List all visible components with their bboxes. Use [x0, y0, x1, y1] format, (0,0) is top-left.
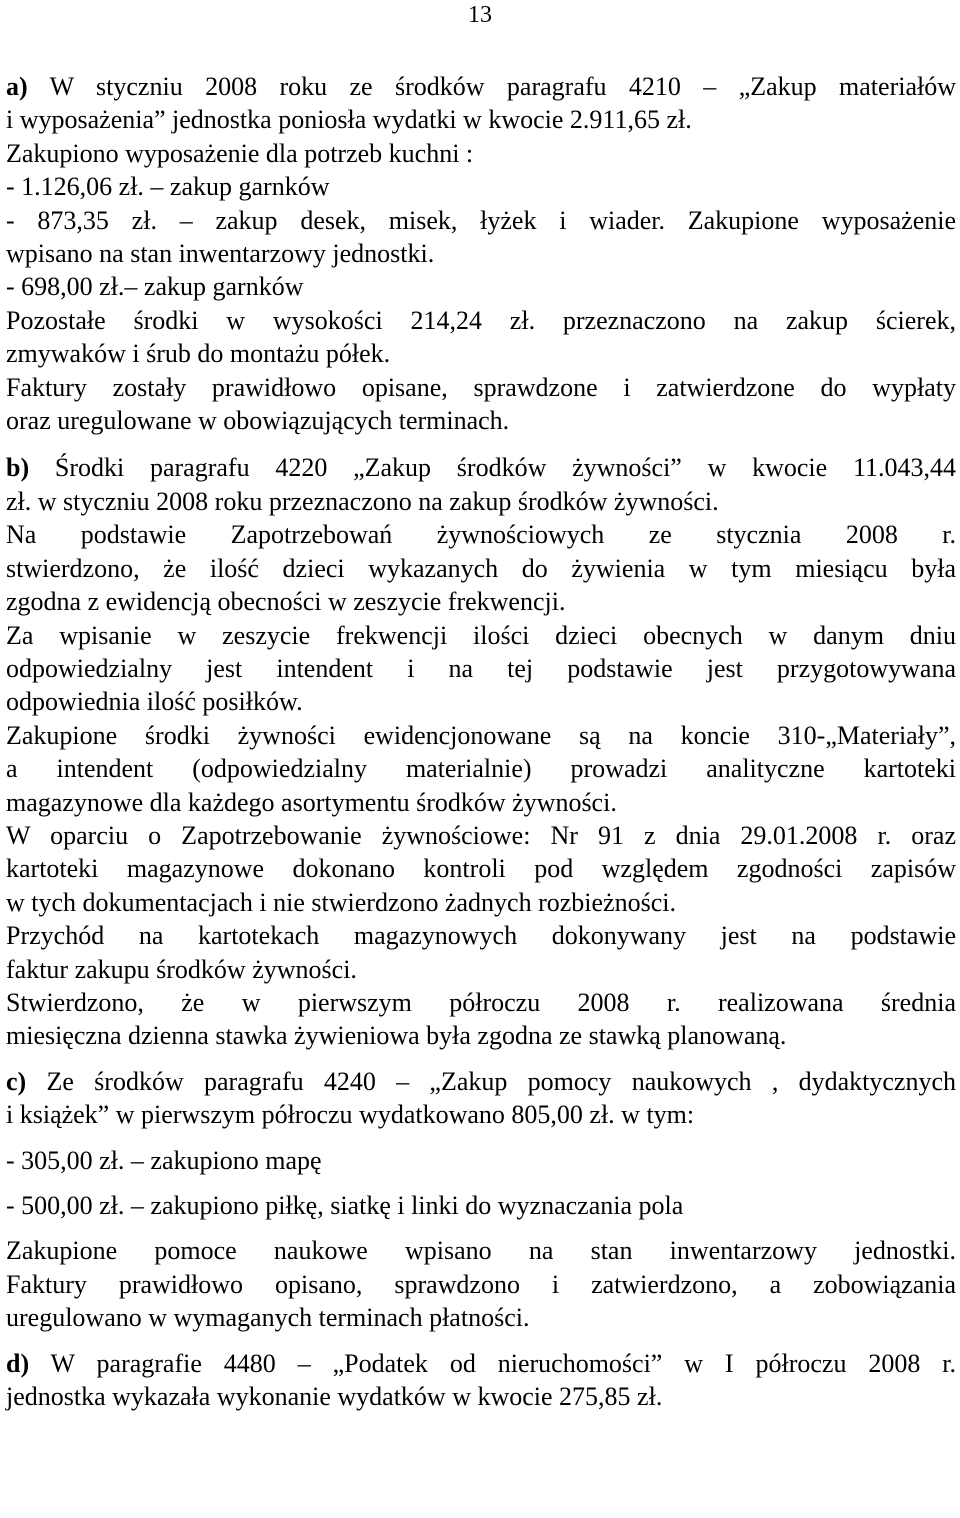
section-a-line: - 698,00 zł.– zakup garnków [6, 272, 304, 302]
section-c-line: c) Ze środków paragrafu 4240 – „Zakup pomocy naukowych , dydaktycznych [6, 1066, 956, 1096]
section-d-marker: d) [6, 1348, 30, 1378]
section-c [6, 1065, 956, 1132]
section-c-summary-line: uregulowano w wymaganych terminach płatności. [6, 1303, 530, 1333]
section-a-line: i wyposażenia” jednostka poniosła wydatki w kwocie 2.911,65 zł. [6, 105, 692, 135]
section-a-line: oraz uregulowane w obowiązujących terminach. [6, 406, 510, 436]
section-a-marker: a) [6, 72, 28, 101]
section-d-line: jednostka wykazała wykonanie wydatków w kwocie 275,85 zł. [6, 1382, 663, 1412]
section-b-line: Zakupione środki żywności ewidencjonowane są na koncie 310-„Materiały”, [6, 720, 956, 750]
section-c-summary-line: Zakupione pomoce naukowe wpisano na stan inwentarzowy jednostki. [6, 1236, 956, 1266]
section-b-line: Za wpisanie w zeszycie frekwencji ilości dzieci obecnych w danym dniu [6, 620, 956, 650]
section-c-item-1: - 305,00 zł. – zakupiono mapę [6, 1145, 322, 1175]
section-c-line: i książek” w pierwszym półroczu wydatkowano 805,00 zł. w tym: [6, 1100, 695, 1130]
section-b-line: faktur zakupu środków żywności. [6, 954, 357, 984]
section-b-line: Przychód na kartotekach magazynowych dokonywany jest na podstawie [6, 921, 956, 951]
section-b [6, 451, 956, 1052]
section-a-line: zmywaków i śrub do montażu półek. [6, 339, 391, 369]
section-a-line: Faktury zostały prawidłowo opisane, sprawdzone i zatwierdzone do wypłaty [6, 372, 956, 402]
section-c-item [6, 1144, 956, 1177]
section-b-line: magazynowe dla każdego asortymentu środków żywności. [6, 787, 617, 817]
section-b-line: b) Środki paragrafu 4220 „Zakup środków żywności” w kwocie 11.043,44 [6, 453, 956, 483]
section-c-item [6, 1189, 956, 1222]
section-b-line: w tych dokumentacjach i nie stwierdzono żadnych rozbieżności. [6, 887, 676, 917]
section-b-line: miesięczna dzienna stawka żywieniowa była zgodna ze stawką planowaną. [6, 1021, 787, 1051]
section-c-marker: c) [6, 1066, 27, 1096]
section-a-line: wpisano na stan inwentarzowy jednostki. [6, 239, 435, 269]
section-d [6, 1347, 956, 1414]
section-a-line: a) W styczniu 2008 roku ze środków paragrafu 4210 – „Zakup materiałów [6, 72, 956, 101]
section-a-line: - 1.126,06 zł. – zakup garnków [6, 172, 330, 202]
section-c-summary [6, 1234, 956, 1334]
section-b-line: Na podstawie Zapotrzebowań żywnościowych ze stycznia 2008 r. [6, 520, 956, 550]
section-c-item-2: - 500,00 zł. – zakupiono piłkę, siatkę i linki do wyznaczania pola [6, 1191, 684, 1220]
section-a-line: - 873,35 zł. – zakup desek, misek, łyżek i wiader. Zakupione wyposażenie [6, 205, 956, 235]
section-d-line: d) W paragrafie 4480 – „Podatek od nieruchomości” w I półroczu 2008 r. [6, 1348, 956, 1378]
section-b-line: stwierdzono, że ilość dzieci wykazanych do żywienia w tym miesiącu była [6, 553, 956, 583]
section-b-line: odpowiedzialny jest intendent i na tej podstawie jest przygotowywana [6, 653, 956, 683]
section-b-line: W oparciu o Zapotrzebowanie żywnościowe: Nr 91 z dnia 29.01.2008 r. oraz [6, 820, 956, 850]
section-b-line: odpowiednia ilość posiłków. [6, 687, 303, 717]
section-b-marker: b) [6, 453, 30, 483]
section-b-line: a intendent (odpowiedzialny materialnie) prowadzi analityczne kartoteki [6, 754, 956, 784]
section-b-line: Stwierdzono, że w pierwszym półroczu 2008 r. realizowana średnia [6, 987, 956, 1017]
section-a-line: Pozostałe środki w wysokości 214,24 zł. przeznaczono na zakup ścierek, [6, 305, 956, 335]
section-b-line: zł. w styczniu 2008 roku przeznaczono na zakup środków żywności. [6, 486, 719, 516]
document-body [6, 70, 956, 1413]
section-b-line: kartoteki magazynowe dokonano kontroli pod względem zgodności zapisów [6, 854, 956, 884]
section-b-line: zgodna z ewidencją obecności w zeszycie frekwencji. [6, 587, 566, 617]
section-a-line: Zakupiono wyposażenie dla potrzeb kuchni : [6, 138, 474, 168]
section-c-summary-line: Faktury prawidłowo opisano, sprawdzono i zatwierdzono, a zobowiązania [6, 1269, 956, 1299]
section-a [6, 70, 956, 437]
page-number: 13 [468, 2, 492, 28]
